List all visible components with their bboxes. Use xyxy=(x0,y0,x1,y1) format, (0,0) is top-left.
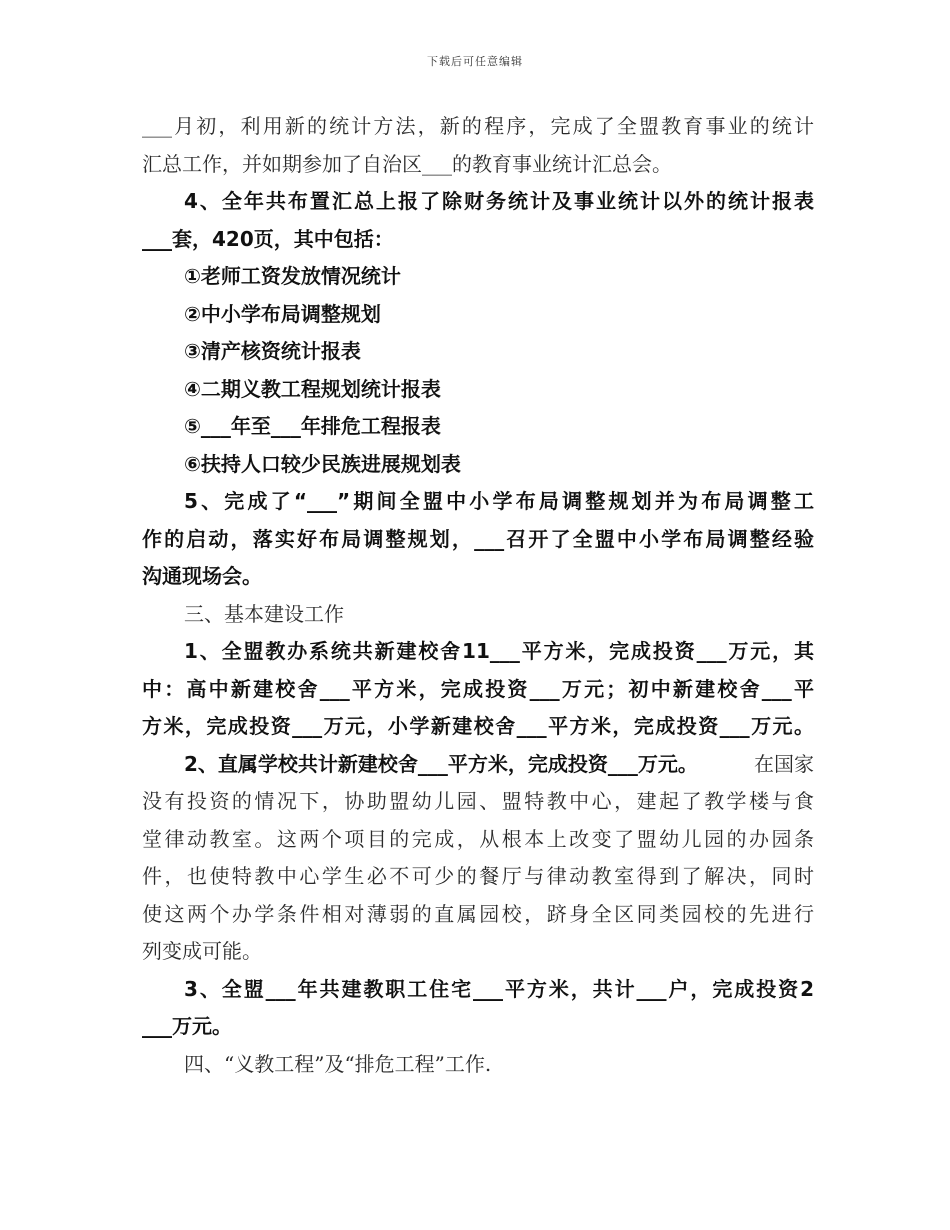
paragraph-line: 件，也使特教中心学生必不可少的餐厅与律动教室得到了解决，同时 xyxy=(142,864,814,888)
construction-item-1-line: 1、全盟教办系统共新建校舍11___平方米，完成投资___万元，其 xyxy=(184,639,814,663)
item-5-line: 沟通现场会。 xyxy=(142,564,262,588)
item-4-line: ___套，420页，其中包括： xyxy=(142,226,394,251)
construction-item-3-line: ___万元。 xyxy=(142,1014,232,1038)
item-5-line: 作的启动，落实好布局调整规划，___召开了全盟中小学布局调整经验 xyxy=(142,526,814,551)
section-heading: 四、“义教工程”及“排危工程”工作. xyxy=(184,1051,492,1076)
list-item: ①老师工资发放情况统计 xyxy=(184,264,401,288)
construction-item-2-line xyxy=(142,746,814,784)
list-item: ②中小学布局调整规划 xyxy=(184,301,381,326)
page-header: 下载后可任意编辑 xyxy=(427,55,523,68)
paragraph-line: 列变成可能。 xyxy=(142,939,262,963)
construction-item-2-tail: 在国家 xyxy=(754,751,814,776)
document-body xyxy=(142,108,814,1083)
paragraph-line: ___月初，利用新的统计方法，新的程序，完成了全盟教育事业的统计 xyxy=(142,114,814,138)
construction-item-3-line: 3、全盟___年共建教职工住宅___平方米，共计___户，完成投资2 xyxy=(184,976,814,1001)
list-item: ③清产核资统计报表 xyxy=(184,339,361,363)
list-item: ⑥扶持人口较少民族进展规划表 xyxy=(184,451,461,476)
paragraph-line: 堂律动教室。这两个项目的完成，从根本上改变了盟幼儿园的办园条 xyxy=(142,826,814,851)
construction-item-2-lead: 2、直属学校共计新建校舍___平方米，完成投资___万元。 xyxy=(184,751,698,776)
item-5-line: 5、完成了“___”期间全盟中小学布局调整规划并为布局调整工 xyxy=(184,489,814,513)
item-4-line: 4、全年共布置汇总上报了除财务统计及事业统计以外的统计报表 xyxy=(184,189,814,213)
section-heading: 三、基本建设工作 xyxy=(184,601,344,626)
list-item: ④二期义教工程规划统计报表 xyxy=(184,376,441,401)
paragraph-line: 没有投资的情况下，协助盟幼儿园、盟特教中心，建起了教学楼与食 xyxy=(142,789,814,813)
list-item: ⑤___年至___年排危工程报表 xyxy=(184,414,441,438)
paragraph-line: 使这两个办学条件相对薄弱的直属园校，跻身全区同类园校的先进行 xyxy=(142,901,814,926)
paragraph-line: 汇总工作，并如期参加了自治区___的教育事业统计汇总会。 xyxy=(142,151,672,176)
construction-item-1-line: 中：高中新建校舍___平方米，完成投资___万元；初中新建校舍___平 xyxy=(142,676,814,701)
construction-item-1-line: 方米，完成投资___万元，小学新建校舍___平方米，完成投资___万元。 xyxy=(142,714,814,738)
